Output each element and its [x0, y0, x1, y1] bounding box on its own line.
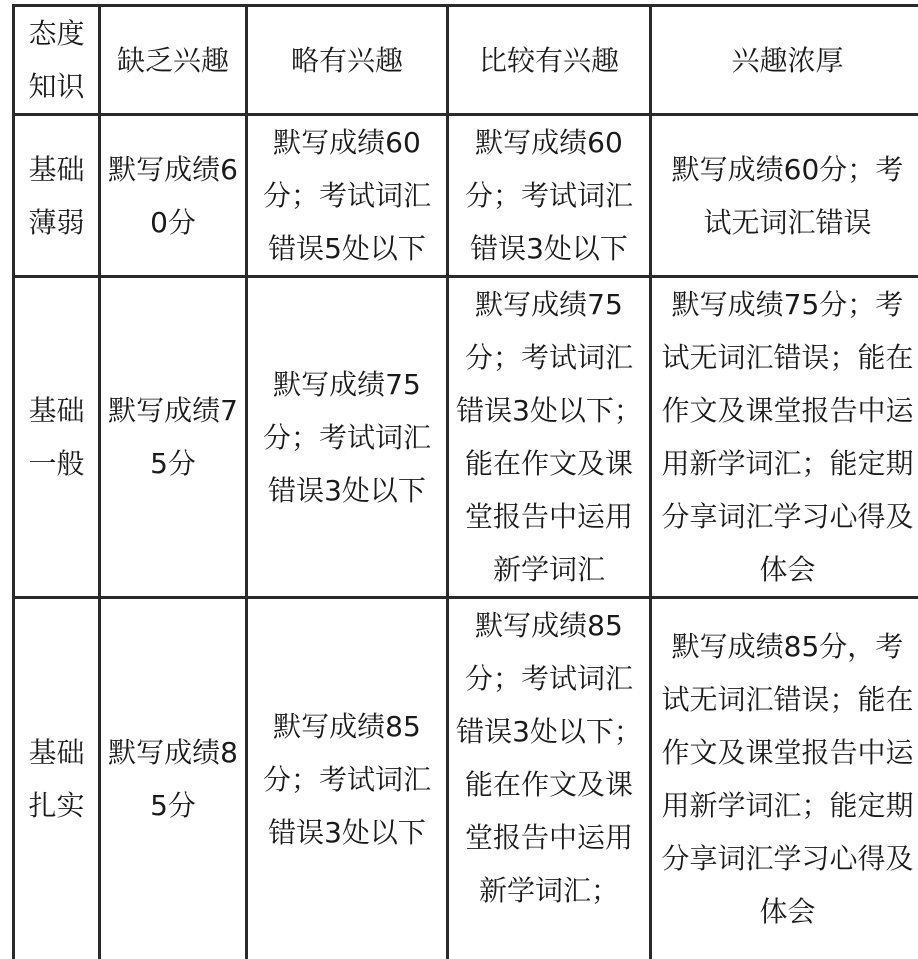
table-cell: 默写成绩75分	[100, 277, 247, 598]
row-label-line: 基础	[17, 143, 96, 196]
table-cell: 默写成绩60分	[100, 115, 247, 277]
table-row	[14, 115, 918, 277]
table-cell: 默写成绩85分；考试词汇错误3处以下	[247, 598, 448, 959]
table-cell: 默写成绩60分；考试无词汇错误	[651, 115, 918, 277]
row-label-solid	[14, 598, 100, 959]
row-label-line: 基础	[17, 384, 96, 437]
row-label-line: 扎实	[17, 779, 96, 832]
table-cell: 默写成绩85分	[100, 598, 247, 959]
table-cell: 默写成绩75分；考试无词汇错误；能在作文及课堂报告中运用新学词汇；能定期分享词汇学习心得及体会	[651, 277, 918, 598]
column-header-lack-interest: 缺乏兴趣	[100, 6, 247, 115]
row-label-average	[14, 277, 100, 598]
table-cell: 默写成绩60分；考试词汇错误3处以下	[448, 115, 651, 277]
table-cell: 默写成绩85分，考试无词汇错误；能在作文及课堂报告中运用新学词汇；能定期分享词汇学习心得及体会	[651, 598, 918, 959]
table-row	[14, 277, 918, 598]
row-label-line: 基础	[17, 726, 96, 779]
row-label-line: 一般	[17, 437, 96, 490]
corner-knowledge: 知识	[17, 60, 96, 113]
table-cell: 默写成绩75分；考试词汇错误3处以下	[247, 277, 448, 598]
column-header-strong-interest: 兴趣浓厚	[651, 6, 918, 115]
corner-cell	[14, 6, 100, 115]
row-label-weak	[14, 115, 100, 277]
table-cell: 默写成绩75分；考试词汇错误3处以下；能在作文及课堂报告中运用新学词汇	[448, 277, 651, 598]
table-cell: 默写成绩60分；考试词汇错误5处以下	[247, 115, 448, 277]
corner-attitude: 态度	[17, 7, 96, 60]
row-label-line: 薄弱	[17, 196, 96, 249]
rubric-table	[12, 4, 918, 959]
column-header-some-interest: 略有兴趣	[247, 6, 448, 115]
table-cell: 默写成绩85分；考试词汇错误3处以下；能在作文及课堂报告中运用新学词汇；	[448, 598, 651, 959]
column-header-fair-interest: 比较有兴趣	[448, 6, 651, 115]
header-row	[14, 6, 918, 115]
table-row	[14, 598, 918, 959]
